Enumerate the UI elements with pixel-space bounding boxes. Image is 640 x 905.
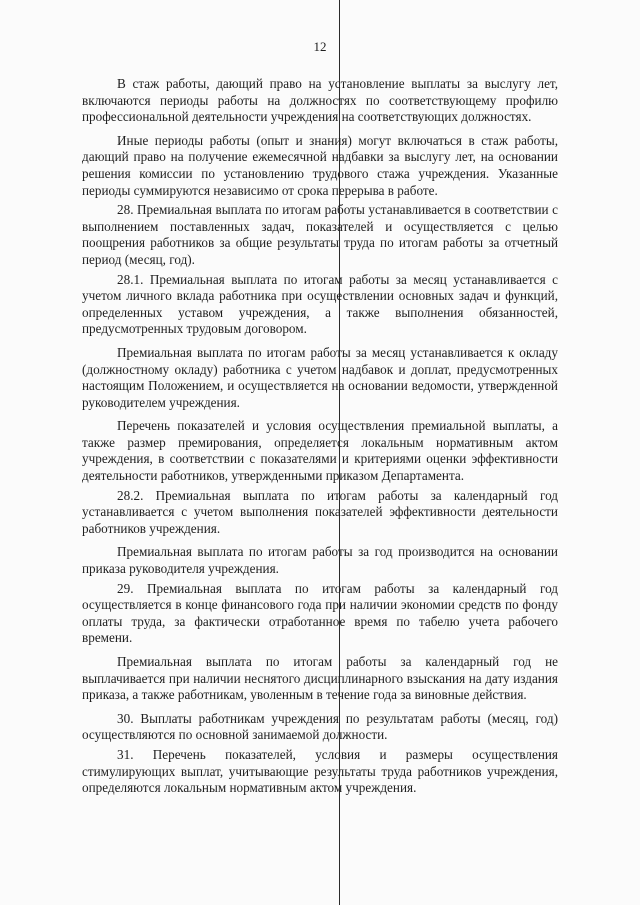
paragraph-28: 28. Премиальная выплата по итогам работы устанавливается в соответствии с выполнением поставленных задач, показателей и осуществляется с целью поощрения работников за общие результаты труда по итогам работы за отчетный период (месяц, год). bbox=[82, 202, 558, 267]
paragraph-31: 31. Перечень показателей, условия и размеры осуществления стимулирующих выплат, учитывающие результаты труда работников учреждения, определяются локальным нормативным актом учреждения. bbox=[82, 746, 558, 796]
paragraph-30: 30. Выплаты работникам учреждения по результатам работы (месяц, год) осуществляются по основной занимаемой должности. bbox=[82, 710, 558, 743]
paragraph-indicators-list: Перечень показателей и условия осуществления премиальной выплаты, а также размер премирования, определяется локальным нормативным актом учреждения, в соответствии с показателями и критериями оценки эффективности деятельности работников, утвержденными приказом Департамента. bbox=[82, 418, 558, 484]
paragraph-29: 29. Премиальная выплата по итогам работы за календарный год осуществляется в конце финансового года при наличии экономии средств по фонду оплаты труда, за фактически отработанное время по табелю учета рабочего времени. bbox=[82, 580, 558, 646]
paragraph-annual-bonus-order: Премиальная выплата по итогам работы за год производится на основании приказа руководителя учреждения. bbox=[82, 544, 558, 577]
document-body bbox=[82, 76, 558, 800]
paragraph-annual-bonus-exclusion: Премиальная выплата по итогам работы за календарный год не выплачивается при наличии неснятого дисциплинарного взыскания на дату издания приказа, а также работникам, уволенным в течение года за виновные действия. bbox=[82, 654, 558, 703]
paragraph-28-2: 28.2. Премиальная выплата по итогам работы за календарный год устанавливается с учетом выполнения показателей эффективности деятельности работников учреждения. bbox=[82, 487, 558, 536]
page-number: 12 bbox=[313, 39, 327, 54]
paragraph-monthly-bonus: Премиальная выплата по итогам работы за месяц устанавливается к окладу (должностному окладу) работника с учетом надбавок и доплат, предусмотренных настоящим Положением, и осуществляется на основании ведомости, утвержденной руководителем учреждения. bbox=[82, 344, 558, 410]
paragraph-service-length-included: В стаж работы, дающий право на установление выплаты за выслугу лет, включаются периоды работы на должностях по соответствующему профилю профессиональной деятельности учреждения на соответствующих должностях. bbox=[82, 76, 558, 125]
paragraph-28-1: 28.1. Премиальная выплата по итогам работы за месяц устанавливается с учетом личного вклада работника при осуществлении основных задач и функций, определенных уставом учреждения, а также выполнения обязанностей, предусмотренных трудовым договором. bbox=[82, 271, 558, 337]
paragraph-other-periods: Иные периоды работы (опыт и знания) могут включаться в стаж работы, дающий право на получение ежемесячной надбавки за выслугу лет, на основании решения комиссии по установлению трудового стажа учреждения. Указанные периоды суммируются независимо от срока перерыва в работе. bbox=[82, 132, 558, 198]
